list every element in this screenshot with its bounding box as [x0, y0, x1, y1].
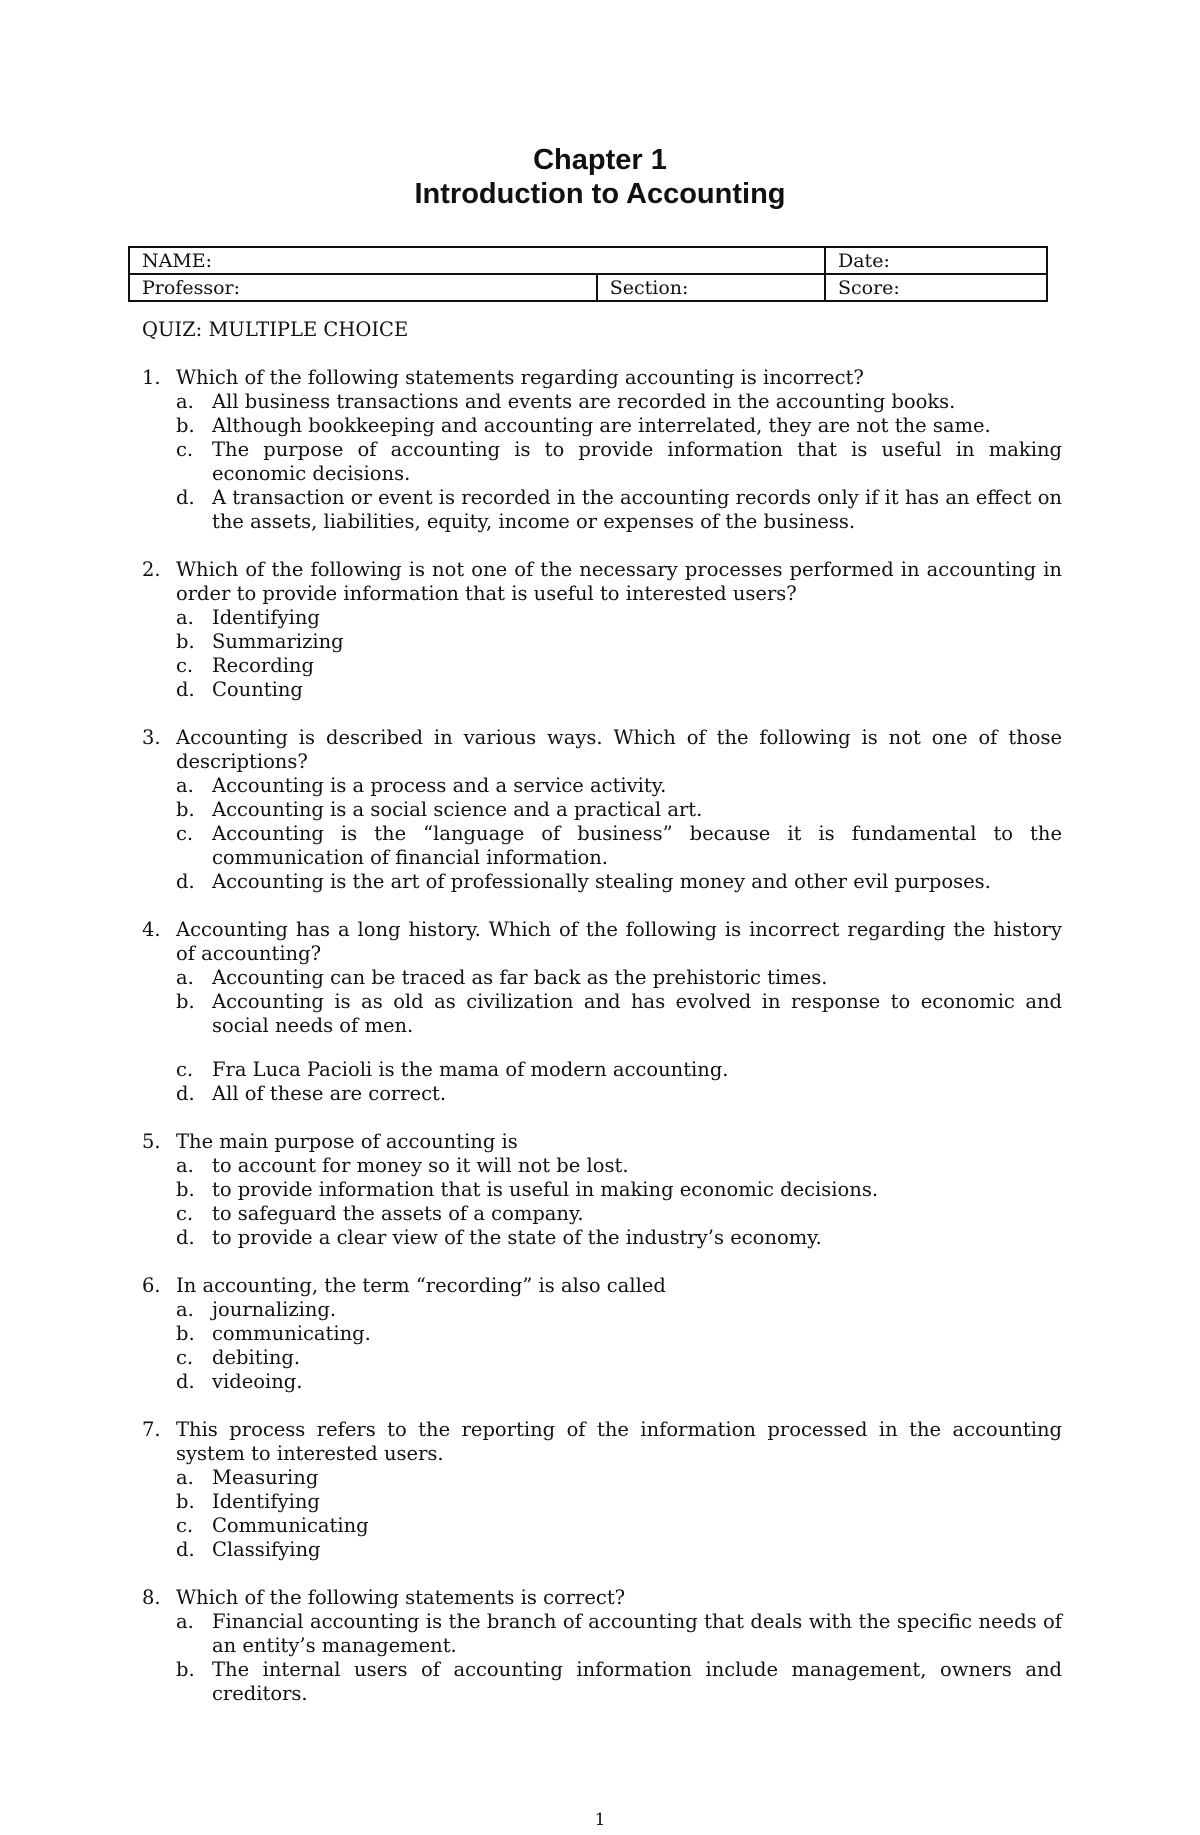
option-b: b. Accounting is a social science and a practical art.: [176, 798, 703, 821]
chapter-heading: Chapter 1: [533, 144, 667, 176]
question-8: [142, 1586, 1062, 1706]
score-cell: Score:: [825, 274, 1047, 301]
option-a: a. Accounting can be traced as far back as the prehistoric times.: [176, 966, 828, 989]
question-number: 2.: [142, 558, 161, 581]
option-d: d. videoing.: [176, 1370, 303, 1393]
option-b: b. Summarizing: [176, 630, 344, 653]
option-a: a. All business transactions and events are recorded in the accounting books.: [176, 390, 956, 413]
option-c: c. Recording: [176, 654, 314, 677]
option-b: b. to provide information that is useful in making economic decisions.: [176, 1178, 879, 1201]
option-d: d. Counting: [176, 678, 303, 701]
question-text: The main purpose of accounting is: [176, 1130, 518, 1153]
question-1: [142, 366, 1062, 534]
question-text: Which of the following is not one of the necessary processes performed in accounting in order to provide information that is useful to interested users?: [176, 558, 1062, 605]
option-a: a. journalizing.: [176, 1298, 337, 1321]
question-number: 8.: [142, 1586, 161, 1609]
question-text: Which of the following statements is correct?: [176, 1586, 626, 1609]
page-number: 1: [594, 1810, 606, 1830]
option-c: c. The purpose of accounting is to provide information that is useful in making economic decisions.: [176, 438, 1062, 485]
chapter-title: Introduction to Accounting: [414, 178, 786, 210]
option-a: a. to account for money so it will not be lost.: [176, 1154, 629, 1177]
question-6: [142, 1274, 1062, 1394]
question-4: [142, 918, 1062, 1106]
option-c: c. Fra Luca Pacioli is the mama of modern accounting.: [176, 1058, 729, 1081]
quiz-content: [142, 318, 1062, 1730]
option-d: d. All of these are correct.: [176, 1082, 447, 1105]
professor-cell: Professor:: [129, 274, 597, 301]
option-b: b. The internal users of accounting information include management, owners and creditors.: [176, 1658, 1062, 1705]
question-text: Accounting is described in various ways. Which of the following is not one of those descriptions?: [176, 726, 1062, 773]
option-b: b. Accounting is as old as civilization and has evolved in response to economic and social needs of men.: [176, 990, 1062, 1037]
option-a: a. Financial accounting is the branch of accounting that deals with the specific needs of an entity’s management.: [176, 1610, 1062, 1657]
option-d: d. to provide a clear view of the state of the industry’s economy.: [176, 1226, 822, 1249]
question-number: 6.: [142, 1274, 161, 1297]
option-d: d. Classifying: [176, 1538, 321, 1561]
option-b: b. communicating.: [176, 1322, 371, 1345]
option-c: c. Accounting is the “language of business” because it is fundamental to the communication of financial information.: [176, 822, 1062, 869]
option-a: a. Accounting is a process and a service activity.: [176, 774, 667, 797]
student-info-table: [128, 246, 1048, 302]
quiz-title: QUIZ: MULTIPLE CHOICE: [142, 318, 409, 341]
question-5: [142, 1130, 1062, 1250]
name-cell: NAME:: [129, 247, 825, 274]
question-number: 7.: [142, 1418, 161, 1441]
option-c: c. to safeguard the assets of a company.: [176, 1202, 584, 1225]
question-2: [142, 558, 1062, 702]
question-number: 4.: [142, 918, 161, 941]
question-number: 1.: [142, 366, 161, 389]
option-d: d. A transaction or event is recorded in the accounting records only if it has an effect on the assets, liabilities, equity, income or expenses of the business.: [176, 486, 1062, 533]
question-text: This process refers to the reporting of the information processed in the accounting system to interested users.: [176, 1418, 1062, 1465]
question-text: Which of the following statements regarding accounting is incorrect?: [176, 366, 864, 389]
question-7: [142, 1418, 1062, 1562]
question-number: 3.: [142, 726, 161, 749]
option-c: c. debiting.: [176, 1346, 301, 1369]
option-b: b. Although bookkeeping and accounting are interrelated, they are not the same.: [176, 414, 991, 437]
section-cell: Section:: [597, 274, 825, 301]
option-d: d. Accounting is the art of professionally stealing money and other evil purposes.: [176, 870, 991, 893]
question-text: In accounting, the term “recording” is also called: [176, 1274, 666, 1297]
date-cell: Date:: [825, 247, 1047, 274]
option-a: a. Measuring: [176, 1466, 319, 1489]
question-text: Accounting has a long history. Which of the following is incorrect regarding the history of accounting?: [176, 918, 1062, 965]
option-c: c. Communicating: [176, 1514, 369, 1537]
option-a: a. Identifying: [176, 606, 320, 629]
question-number: 5.: [142, 1130, 161, 1153]
question-3: [142, 726, 1062, 894]
option-b: b. Identifying: [176, 1490, 320, 1513]
